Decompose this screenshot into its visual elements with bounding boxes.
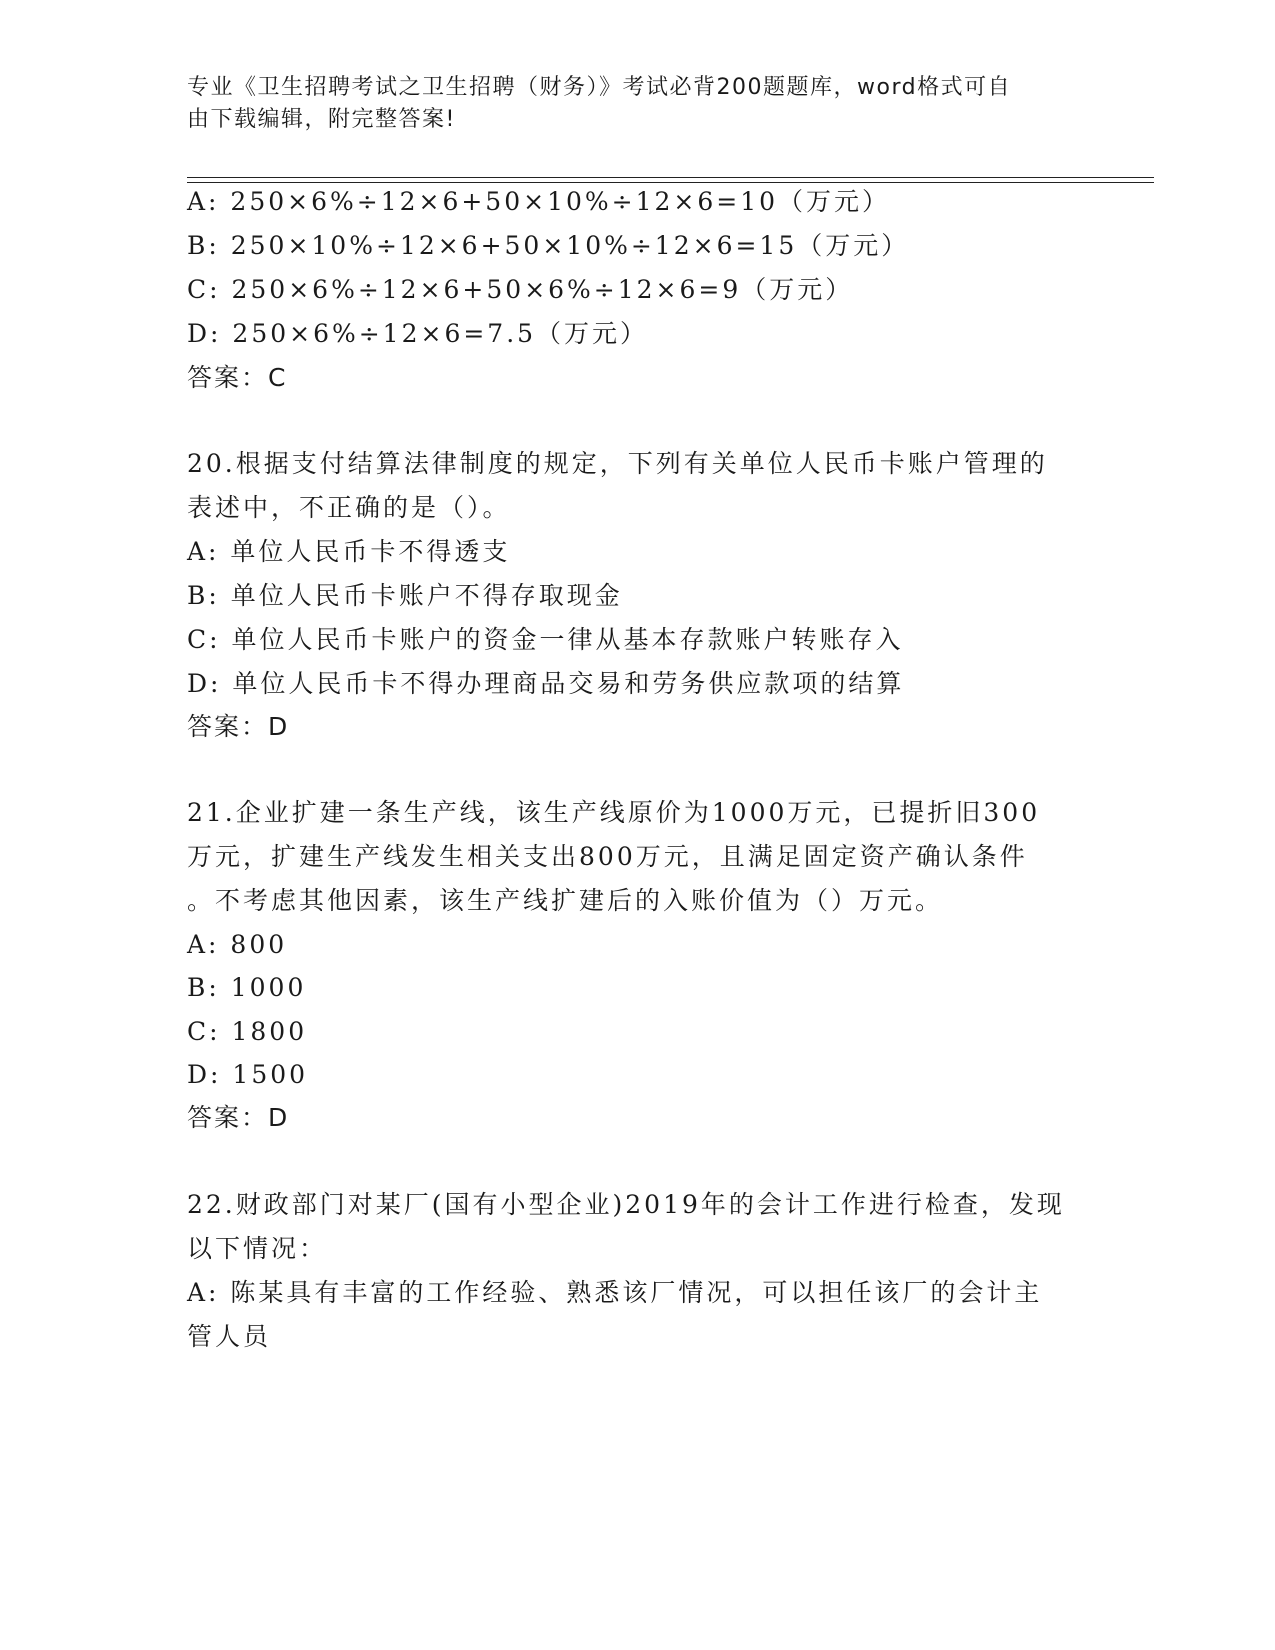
q22-stem-line-2: 以下情况：: [187, 1234, 328, 1263]
q21-stem-line-2: 万元，扩建生产线发生相关支出800万元，且满足固定资产确认条件: [187, 842, 1028, 871]
q20-option-d: D: 单位人民币卡不得办理商品交易和劳务供应款项的结算: [187, 669, 905, 698]
q22-option-a-line-1: A: 陈某具有丰富的工作经验、熟悉该厂情况，可以担任该厂的会计主: [187, 1278, 1043, 1307]
q21-option-a: A: 800: [187, 930, 288, 959]
q19-option-b: B: 250×10%÷12×6+50×10%÷12×6=15（万元）: [187, 231, 910, 260]
header-divider-top: [187, 177, 1154, 178]
q20-option-a: A: 单位人民币卡不得透支: [187, 537, 511, 566]
q21-option-d: D: 1500: [187, 1060, 309, 1089]
q19-option-d: D: 250×6%÷12×6=7.5（万元）: [187, 319, 649, 348]
q21-stem-line-3: 。不考虑其他因素，该生产线扩建后的入账价值为（）万元。: [187, 886, 944, 915]
q21-answer: 答案：D: [187, 1103, 290, 1132]
q19-answer: 答案：C: [187, 363, 288, 392]
header-line-1: 专业《卫生招聘考试之卫生招聘（财务）》考试必背200题题库，word格式可自: [187, 75, 1012, 100]
q22-stem-line-1: 22.财政部门对某厂(国有小型企业)2019年的会计工作进行检查，发现: [187, 1190, 1065, 1219]
document-header: [187, 72, 1067, 136]
q20-option-b: B: 单位人民币卡账户不得存取现金: [187, 581, 623, 610]
q20-option-c: C: 单位人民币卡账户的资金一律从基本存款账户转账存入: [187, 625, 904, 654]
q21-option-c: C: 1800: [187, 1017, 308, 1046]
header-line-2: 由下载编辑，附完整答案!: [187, 107, 456, 132]
q20-stem-line-1: 20.根据支付结算法律制度的规定，下列有关单位人民币卡账户管理的: [187, 449, 1048, 478]
q20-answer: 答案：D: [187, 712, 290, 741]
q21-option-b: B: 1000: [187, 973, 307, 1002]
q21-stem-line-1: 21.企业扩建一条生产线，该生产线原价为1000万元，已提折旧300: [187, 798, 1041, 827]
q19-option-c: C: 250×6%÷12×6+50×6%÷12×6=9（万元）: [187, 275, 854, 304]
q22-option-a-line-2: 管人员: [187, 1322, 272, 1351]
q20-stem-line-2: 表述中，不正确的是（）。: [187, 493, 511, 522]
header-divider-bottom: [187, 182, 1154, 183]
q19-option-a: A: 250×6%÷12×6+50×10%÷12×6=10（万元）: [187, 187, 891, 216]
